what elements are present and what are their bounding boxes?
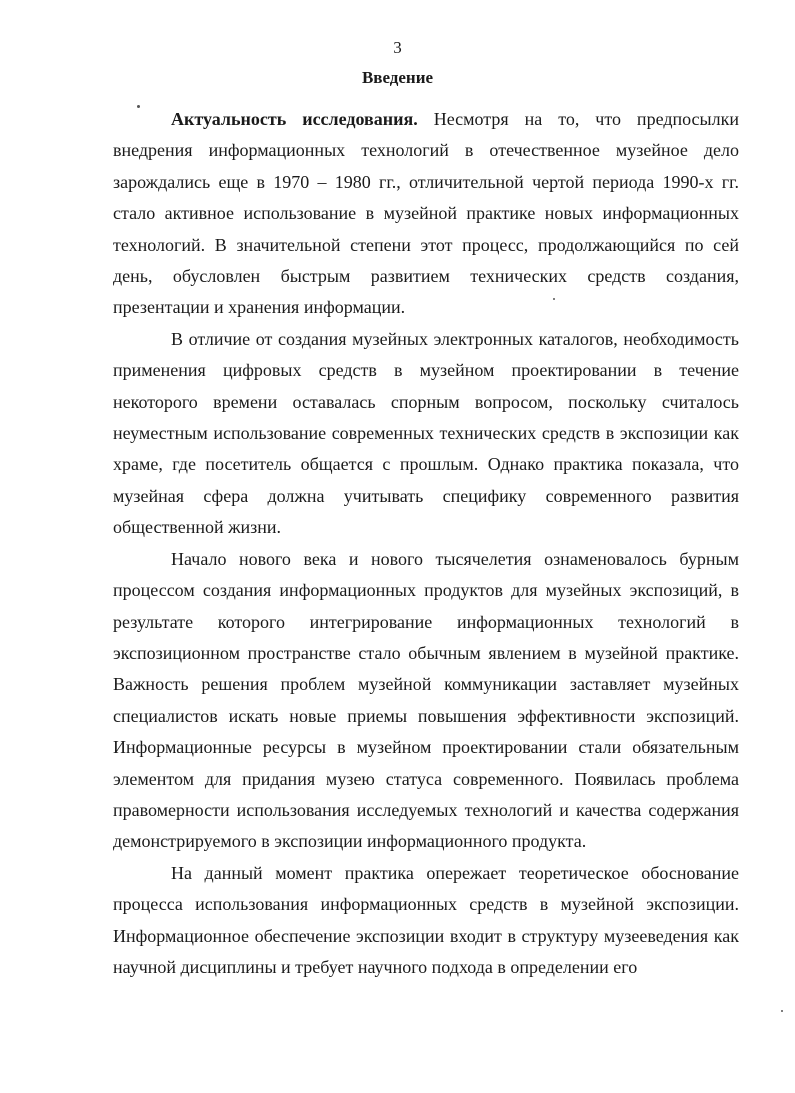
paragraph-3 xyxy=(113,544,739,858)
section-heading: Введение xyxy=(361,68,434,87)
body-text xyxy=(113,104,739,983)
paragraph-text: На данный момент практика опережает теоретическое обоснование процесса использования информационных средств в музейной экспозиции. Информационное обеспечение экспозиции входит в структуру музееведения как научной дисциплины и требует научного подхода в определении его xyxy=(113,862,739,977)
paragraph-lead: Актуальность исследования. xyxy=(171,109,418,129)
paragraph-2 xyxy=(113,324,739,544)
paragraph-text: Несмотря на то, что предпосылки внедрения информационных технологий в отечественное музейное дело зарождались еще в 1970 – 1980 гг., отличительной чертой периода 1990-х гг. стало активное использование в музейной практике новых информационных технологий. В значительной степени этот процесс, продолжающийся по сей день, обусловлен быстрым развитием технических средств создания, презентации и хранения информации. xyxy=(113,109,740,318)
paragraph-1 xyxy=(113,104,739,324)
page-number: 3 xyxy=(393,38,402,57)
paragraph-text: В отличие от создания музейных электронных каталогов, необходимость применения цифровых средств в музейном проектировании в течение некоторого времени оставалась спорным вопросом, поскольку считалось неуместным использование современных технических средств в экспозиции как храме, где посетитель общается с прошлым. Однако практика показала, что музейная сфера должна учитывать специфику современного развития общественной жизни. xyxy=(113,328,739,538)
scan-speck xyxy=(553,298,555,300)
paragraph-text: Начало нового века и нового тысячелетия ознаменовалось бурным процессом создания информационных продуктов для музейных экспозиций, в результате которого интегрирование информационных технологий в экспозиционном пространстве стало обычным явлением в музейной практике. Важность решения проблем музейной коммуникации заставляет музейных специалистов искать новые приемы повышения эффективности экспозиций. Информационные ресурсы в музейном проектировании стали обязательным элементом для придания музею статуса современного. Появилась проблема правомерности использования исследуемых технологий и качества содержания демонстрируемого в экспозиции информационного продукта. xyxy=(113,548,739,852)
scan-speck xyxy=(137,105,140,108)
scan-speck xyxy=(781,1010,783,1012)
paragraph-4 xyxy=(113,858,739,984)
